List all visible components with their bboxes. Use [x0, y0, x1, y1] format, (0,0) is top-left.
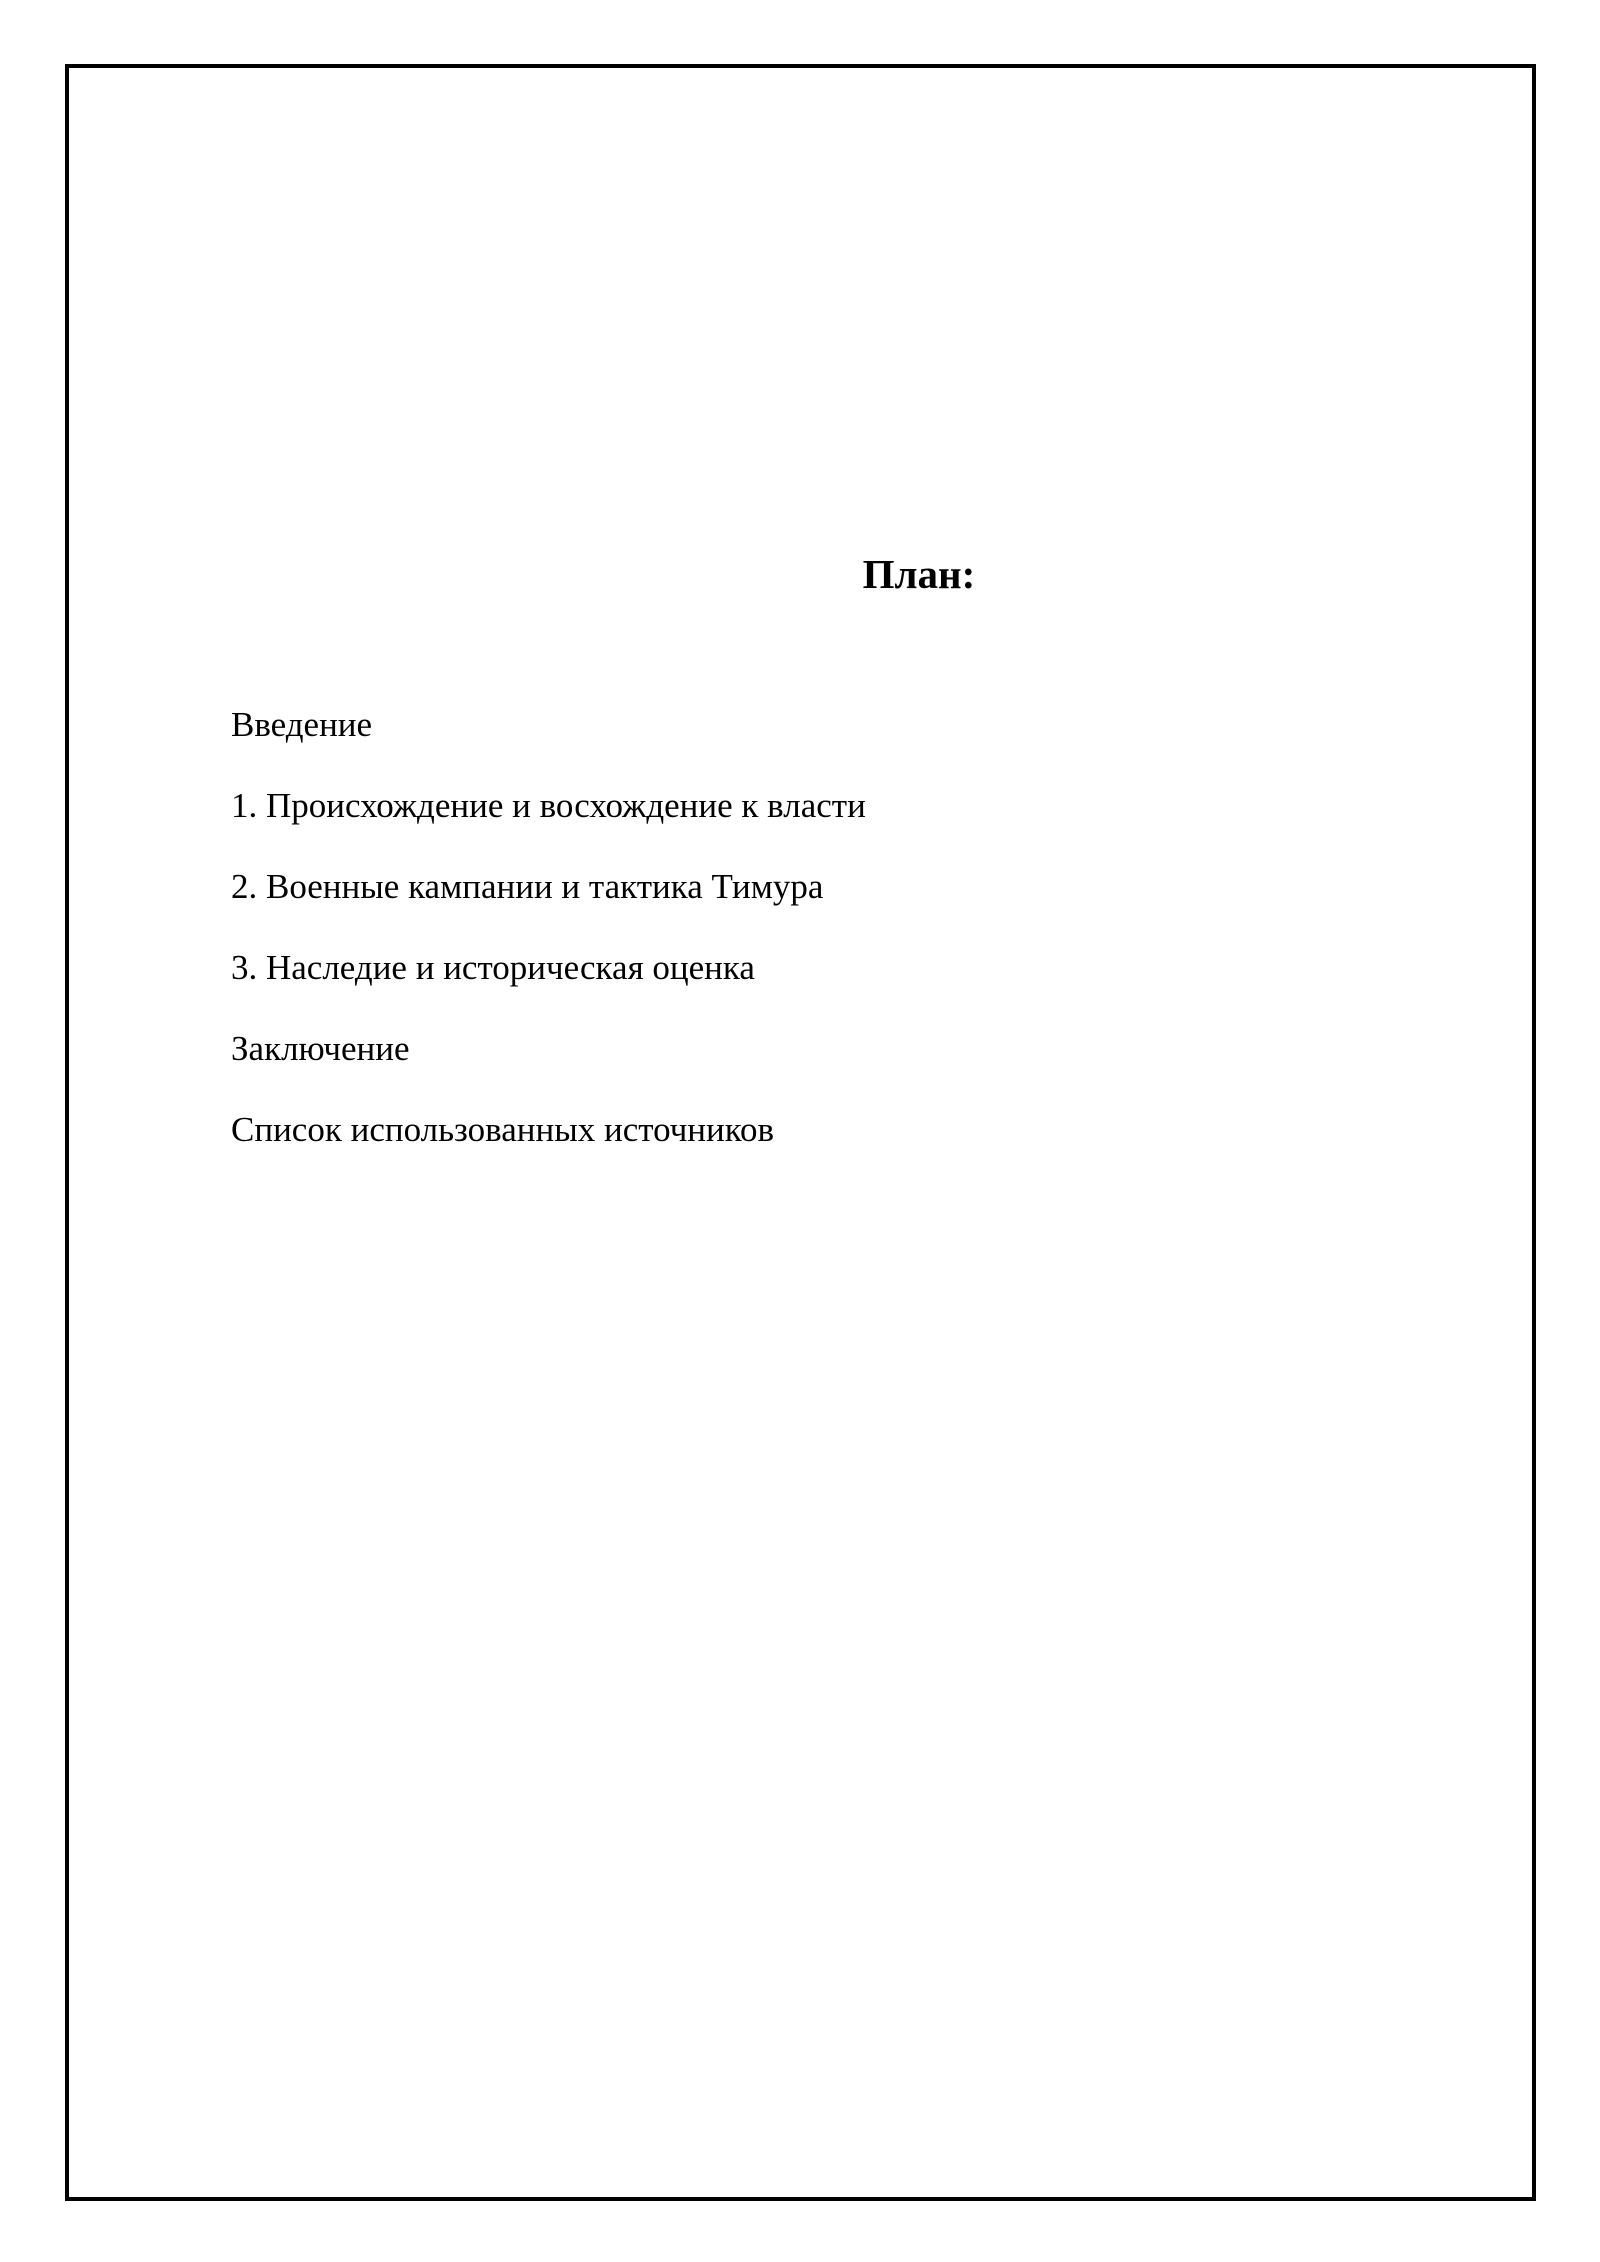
- toc-item-section-1: 1. Происхождение и восхождение к власти: [231, 786, 866, 825]
- toc-item-introduction: Введение: [231, 705, 373, 744]
- toc-item-references: Список использованных источников: [231, 1110, 775, 1149]
- toc-item-section-2: 2. Военные кампании и тактика Тимура: [231, 867, 824, 906]
- page-frame: [65, 64, 1536, 2201]
- toc-item-conclusion: Заключение: [231, 1029, 410, 1068]
- toc-item-section-3: 3. Наследие и историческая оценка: [231, 948, 755, 987]
- table-of-contents: [231, 704, 866, 1190]
- page-title: План:: [862, 551, 976, 597]
